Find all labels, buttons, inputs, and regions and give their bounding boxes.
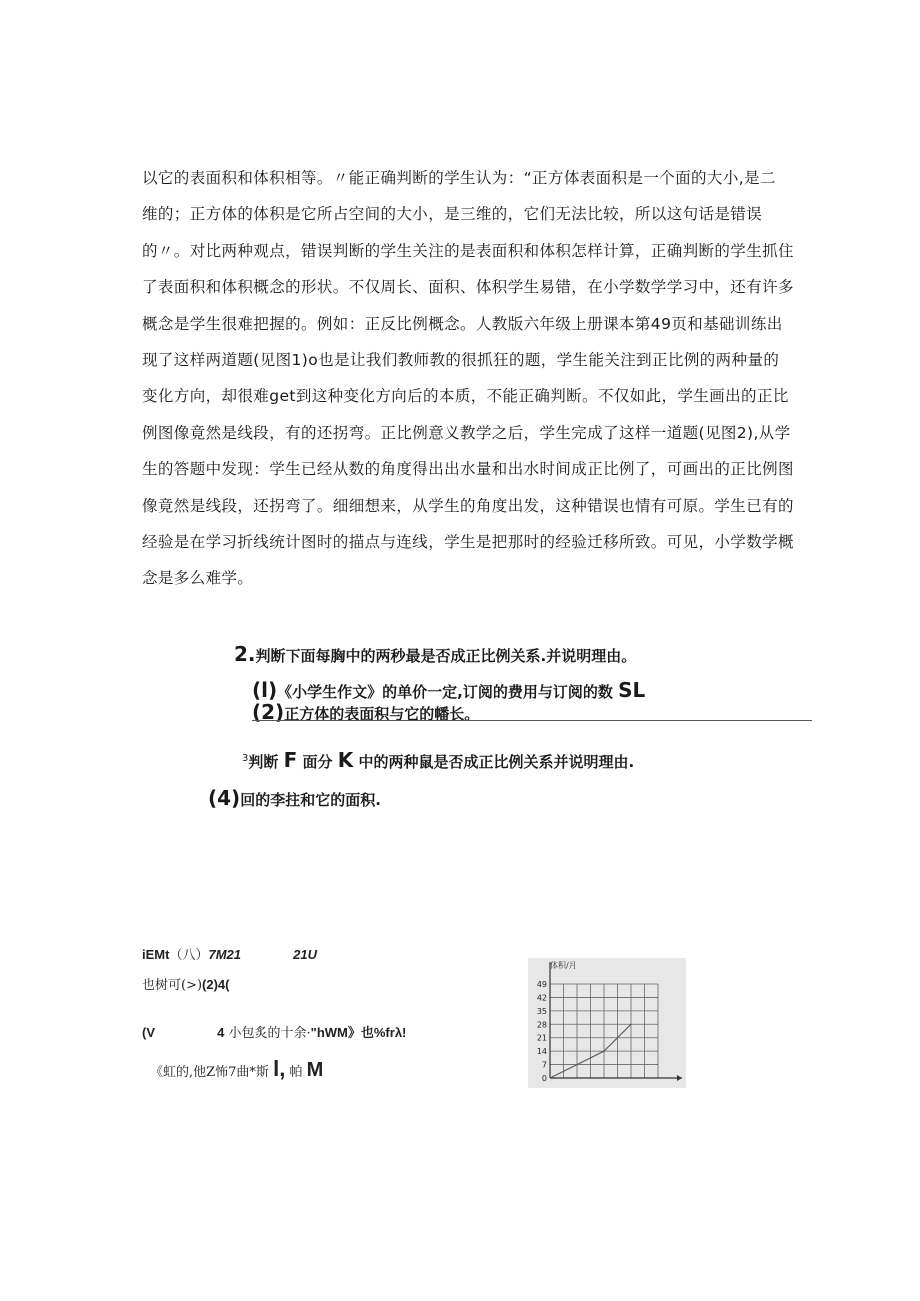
item-4-text: 回的李拄和它的面积. — [240, 791, 381, 809]
paragraph-line: 概念是学生很难把握的。例如：正反比例概念。人教版六年级上册课本第49页和基础训练出 — [142, 314, 783, 333]
scan-line-4 — [150, 1056, 323, 1082]
scan-l4-b: l, — [273, 1056, 286, 1081]
question-3-heading — [242, 748, 634, 772]
paragraph-line: 的〃。对比两种观点，错误判断的学生关注的是表面积和体积怎样计算，正确判断的学生抓住 — [142, 241, 794, 260]
paragraph-line: 了表面积和体积概念的形状。不仅周长、面积、体积学生易错，在小学数学学习中，还有许多 — [142, 278, 794, 297]
scan-l4-c: 帕 — [289, 1065, 303, 1080]
question-2-text: 判断下面每胸中的两秒最是否成正比例关系.并说明理由。 — [255, 647, 637, 665]
scan-l3-c: 小包炙的十余· — [228, 1026, 311, 1041]
y-tick-label: 14 — [536, 1047, 547, 1057]
scan-l1-c: 7M21 — [208, 947, 241, 962]
question-3-text-b: 面分 — [302, 753, 333, 771]
scan-l1-a: iEMt — [142, 947, 170, 962]
chart-grid — [550, 984, 658, 1078]
y-tick-label: 21 — [536, 1033, 547, 1043]
question-3-letter-f: F — [283, 748, 298, 772]
paragraph-line: 以它的表面积和体积相等。〃能正确判断的学生认为：“正方体表面积是一个面的大小,是二 — [142, 169, 776, 187]
x-axis-arrow — [677, 1075, 682, 1081]
scan-l4-d: M — [306, 1059, 324, 1081]
question-4-item — [208, 786, 381, 810]
scan-l3-d: "hWM — [310, 1025, 348, 1040]
item-4-number: (4) — [208, 786, 241, 810]
item-1-number: (l) — [252, 678, 278, 702]
scan-line-1 — [142, 944, 317, 963]
scan-line-3 — [142, 1022, 406, 1041]
question-3-text-a: 判断 — [248, 753, 279, 771]
scan-l1-b: （八） — [169, 948, 209, 963]
question-2-item-1 — [252, 678, 645, 702]
y-tick-label: 7 — [541, 1060, 547, 1070]
chart-y-ticks — [537, 980, 547, 1083]
question-3-letter-k: K — [337, 748, 354, 772]
question-3-text-c: 中的两种鼠是否成正比例关系并说明理由. — [358, 753, 635, 771]
body-paragraph — [142, 160, 808, 597]
y-tick-label: 28 — [536, 1020, 547, 1030]
paragraph-line: 念是多么难学。 — [142, 569, 254, 588]
scan-l3-a: (V — [142, 1025, 155, 1040]
question-2-heading — [234, 642, 636, 666]
paragraph-line: 经验是在学习折线统计图时的描点与连线，学生是把那时的经验迁移所致。可见，小学数学概 — [142, 533, 794, 552]
chart-y-axis-label: 体积/月 — [550, 961, 577, 970]
grid-chart-photo — [528, 958, 686, 1088]
scan-l2-a: 也树可(>) — [142, 978, 203, 993]
scan-l1-d: 21U — [293, 947, 317, 962]
y-tick-label: 42 — [536, 993, 547, 1003]
y-tick-label: 0 — [541, 1074, 547, 1083]
item-2-text: 正方体的表面积与它的幡长。 — [284, 705, 480, 723]
question-3-number: 3 — [242, 753, 249, 764]
item-1-tail: SL — [618, 678, 646, 702]
scan-l3-e: 》也%frλ! — [347, 1025, 407, 1040]
y-tick-label: 49 — [536, 980, 547, 989]
item-1-text: 《小学生作文》的单价一定,订阅的费用与订阅的数 — [277, 683, 613, 701]
scan-l3-b: 4 — [217, 1025, 225, 1040]
paragraph-line: 例图像竟然是线段，有的还拐弯。正比例意义教学之后，学生完成了这样一道题(见图2),从学 — [142, 423, 791, 442]
y-tick-label: 35 — [536, 1006, 547, 1016]
paragraph-line: 生的答题中发现：学生已经从数的角度得出出水量和出水时间成正比例了，可画出的正比例图 — [142, 460, 794, 479]
paragraph-line: 像竟然是线段，还拐弯了。细细想来，从学生的角度出发，这种错误也情有可原。学生已有的 — [142, 496, 794, 515]
divider-line — [252, 720, 812, 721]
paragraph-line: 现了这样两道题(见图1)o也是让我们教师教的很抓狂的题，学生能关注到正比例的两种量的 — [142, 351, 780, 370]
paragraph-line: 变化方向，却很难get到这种变化方向后的本质，不能正确判断。不仅如此，学生画出的正比 — [142, 387, 789, 406]
question-2-number: 2. — [234, 642, 256, 666]
scan-l2-b: (2)4( — [202, 977, 230, 992]
chart-axes — [550, 962, 682, 1081]
item-2-number: (2) — [252, 700, 285, 724]
grid-chart — [528, 958, 686, 1088]
scan-line-2 — [142, 974, 230, 993]
paragraph-line: 维的；正方体的体积是它所占空间的大小，是三维的，它们无法比较，所以这句话是错误 — [142, 205, 763, 224]
scan-l4-a: 《虹的,他Z怖7曲*斯 — [150, 1065, 269, 1080]
